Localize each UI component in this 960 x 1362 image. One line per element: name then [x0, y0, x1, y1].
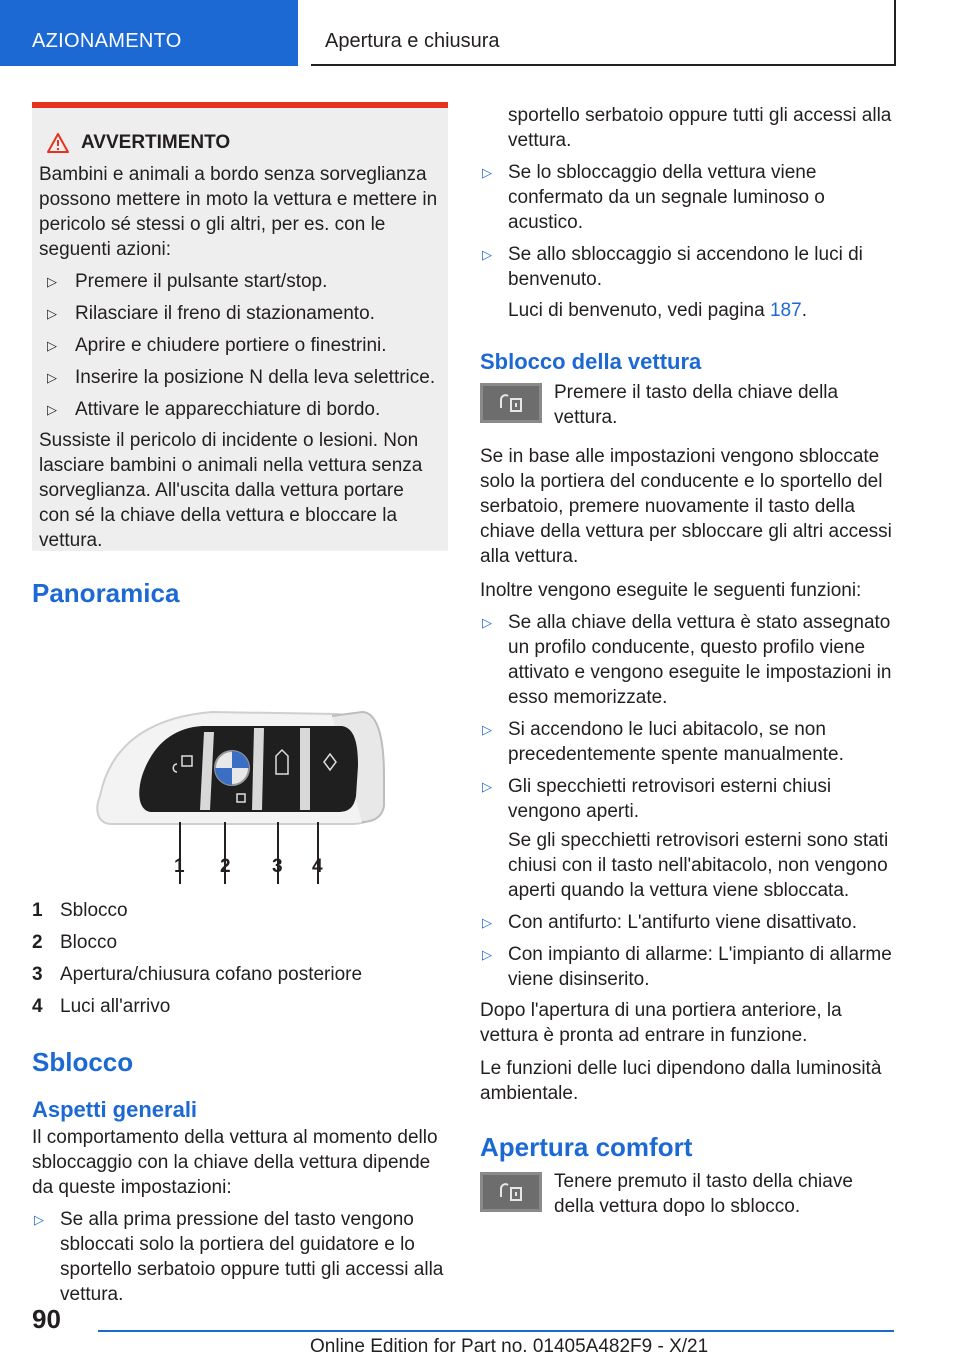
chapter-title: Apertura e chiusura: [325, 30, 500, 52]
list-item: [39, 365, 438, 390]
warning-box: [32, 102, 448, 551]
triangle-bullet-icon: ▷: [482, 779, 492, 794]
warning-outro: Sussiste il pericolo di incidente o lesioni. Non lasciare bambini o animali nella vettura senza sorveglianza. All'uscita dalla vettura portare con sé la chiave della vettura e bloccare la vettura.: [39, 430, 423, 551]
right-column: [480, 103, 896, 1219]
unlock-item: Se alla prima pressione del tasto vengono sbloccati solo la portiera del guidatore e lo sportello serbatoio oppure tutti gli accessi alla vettura.: [60, 1209, 444, 1305]
unlock-item: Se lo sbloccaggio della vettura viene confermato da un segnale luminoso o acustico.: [508, 162, 825, 233]
legend-label: Luci all'arrivo: [60, 996, 171, 1017]
warning-intro: Bambini e animali a bordo senza sorveglianza possono mettere in moto la vettura e mettere in pericolo sé stessi o gli altri, per es. con le seguenti azioni:: [39, 164, 438, 260]
car-key-illustration: [32, 646, 448, 856]
warning-triangle-icon: [47, 133, 69, 153]
legend-number: 3: [32, 964, 43, 985]
mirror-note: Se gli specchietti retrovisori esterni sono stati chiusi con il tasto nell'abitacolo, non vengono aperti quando la vettura viene sbloccata.: [508, 830, 889, 901]
warning-heading: [39, 130, 438, 155]
instruction-text: Tenere premuto il tasto della chiave della vettura dopo lo sblocco.: [554, 1171, 853, 1217]
triangle-bullet-icon: ▷: [34, 1212, 44, 1227]
callout-label: 4: [312, 856, 323, 877]
unlock-key-icon: [480, 383, 542, 423]
paragraph: Dopo l'apertura di una portiera anteriore, la vettura è pronta ad entrare in funzione.: [480, 1000, 842, 1046]
unlock-heading: Sblocco: [32, 1047, 134, 1077]
list-item: [39, 269, 438, 294]
cross-reference-text: Luci di benvenuto, vedi pagina: [508, 300, 765, 321]
list-item: [39, 333, 438, 358]
cross-reference: [480, 298, 896, 323]
warning-item: Inserire la posizione N della leva selettrice.: [75, 367, 436, 388]
triangle-bullet-icon: ▷: [482, 947, 492, 962]
overview-heading: Panoramica: [32, 578, 180, 608]
legend-label: Blocco: [60, 932, 118, 953]
list-item: [480, 610, 896, 710]
page-link[interactable]: 187: [769, 300, 802, 321]
paragraph: Se in base alle impostazioni vengono sbloccate solo la portiera del conducente e lo sportello del serbatoio, premere nuovamente il tasto della chiave della vettura per sbloccare gli altri accessi alla vettura.: [480, 446, 892, 567]
callout-label: 2: [220, 856, 231, 877]
callout-label: 3: [272, 856, 283, 877]
legend-label: Sblocco: [60, 900, 128, 921]
unlock-intro: Il comportamento della vettura al momento dello sbloccaggio con la chiave della vettura dipende da queste impostazioni:: [32, 1127, 438, 1198]
function-item: Si accendono le luci abitacolo, se non precedentemente spente manualmente.: [508, 719, 844, 765]
section-title: AZIONAMENTO: [32, 30, 182, 52]
function-item: Gli specchietti retrovisori esterni chiusi vengono aperti.: [508, 776, 832, 822]
legend-number: 4: [32, 996, 43, 1017]
vehicle-unlock-heading: Sblocco della vettura: [480, 349, 702, 374]
figure-legend: [32, 898, 448, 1019]
section-tab: [0, 0, 298, 66]
triangle-bullet-icon: ▷: [482, 722, 492, 737]
unlock-item-continued: sportello serbatoio oppure tutti gli accessi alla vettura.: [508, 105, 892, 151]
list-item: [32, 1207, 448, 1305]
function-item: Con antifurto: L'antifurto viene disattivato.: [508, 912, 857, 933]
triangle-bullet-icon: ▷: [482, 915, 492, 930]
list-item: [480, 910, 896, 935]
legend-number: 2: [32, 932, 43, 953]
triangle-bullet-icon: ▷: [47, 338, 57, 353]
legend-item: [32, 898, 448, 923]
list-item: [480, 774, 896, 824]
triangle-bullet-icon: ▷: [482, 615, 492, 630]
figure-callouts: [32, 854, 448, 880]
triangle-bullet-icon: ▷: [47, 274, 57, 289]
unlock-key-icon: [480, 1172, 542, 1212]
unlock-item: Se allo sbloccaggio si accendono le luci di benvenuto.: [508, 244, 863, 290]
warning-item: Rilasciare il freno di stazionamento.: [75, 303, 375, 324]
list-item: [480, 942, 896, 992]
footer-divider: [98, 1330, 894, 1332]
edition-text: Online Edition for Part no. 01405A482F9 - X/21: [310, 1336, 709, 1357]
warning-item: Attivare le apparecchiature di bordo.: [75, 399, 381, 420]
paragraph: Le funzioni delle luci dipendono dalla luminosità ambientale.: [480, 1058, 882, 1104]
page-header: [0, 0, 960, 66]
key-button-instruction: [480, 1172, 896, 1219]
general-subheading: Aspetti generali: [32, 1097, 198, 1122]
list-item: [480, 160, 896, 235]
function-item: Se alla chiave della vettura è stato assegnato un profilo conducente, questo profilo viene attivato e vengono eseguite le impostazioni in esso memorizzate.: [508, 612, 892, 708]
list-item: [39, 301, 438, 326]
list-item: [480, 242, 896, 292]
triangle-bullet-icon: ▷: [47, 306, 57, 321]
warning-item: Premere il pulsante start/stop.: [75, 271, 328, 292]
cross-reference-end: .: [801, 300, 807, 321]
key-button-instruction: [480, 383, 896, 430]
triangle-bullet-icon: ▷: [47, 370, 57, 385]
triangle-bullet-icon: ▷: [47, 402, 57, 417]
legend-label: Apertura/chiusura cofano posteriore: [60, 964, 363, 985]
left-column: [32, 578, 448, 1305]
chapter-box: [311, 0, 896, 66]
callout-label: 1: [174, 856, 185, 877]
warning-item: Aprire e chiudere portiere o finestrini.: [75, 335, 387, 356]
legend-item: [32, 962, 448, 987]
warning-title: AVVERTIMENTO: [81, 132, 231, 153]
list-item: [480, 717, 896, 767]
function-item: Con impianto di allarme: L'impianto di allarme viene disinserito.: [508, 944, 892, 990]
legend-item: [32, 994, 448, 1019]
triangle-bullet-icon: ▷: [482, 165, 492, 180]
comfort-heading: Apertura comfort: [480, 1132, 693, 1162]
triangle-bullet-icon: ▷: [482, 247, 492, 262]
instruction-text: Premere il tasto della chiave della vettura.: [554, 382, 839, 428]
legend-number: 1: [32, 900, 43, 921]
list-item: [39, 397, 438, 422]
page-number: 90: [32, 1304, 61, 1334]
legend-item: [32, 930, 448, 955]
paragraph: Inoltre vengono eseguite le seguenti funzioni:: [480, 580, 862, 601]
